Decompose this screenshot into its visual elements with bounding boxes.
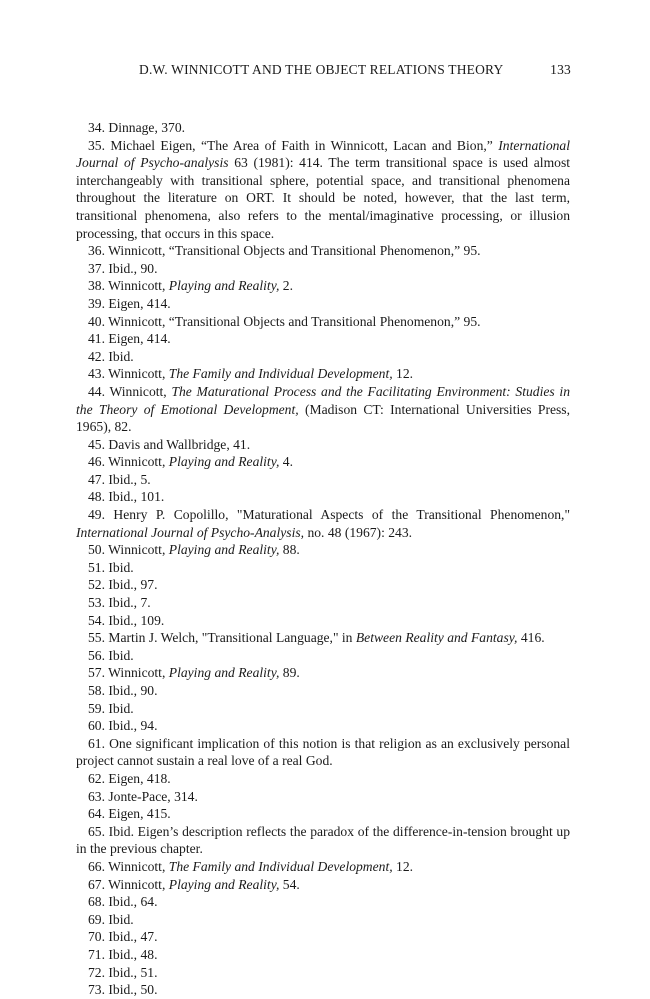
endnote-text: 59. Ibid.	[88, 700, 134, 716]
endnote	[76, 313, 570, 331]
endnote-text: 49. Henry P. Copolillo, "Maturational Aspects of the Transitional Phenomenon,"	[88, 507, 570, 523]
endnote	[76, 735, 570, 770]
endnote	[76, 717, 570, 735]
endnote-text: 73. Ibid., 50.	[88, 982, 158, 998]
endnote-text: 88.	[279, 542, 300, 558]
endnote	[76, 876, 570, 894]
endnote-text: 58. Ibid., 90.	[88, 683, 158, 698]
endnote	[76, 506, 570, 541]
running-head-title: D.W. WINNICOTT AND THE OBJECT RELATIONS THEORY	[139, 62, 504, 77]
endnote-text: 39. Eigen, 414.	[88, 295, 171, 311]
endnote	[76, 594, 570, 612]
endnote-text: 37. Ibid., 90.	[88, 260, 158, 276]
endnote-text: 43. Winnicott,	[88, 366, 169, 382]
endnote-text: 63. Jonte-Pace, 314.	[88, 788, 198, 804]
endnote-title-italic: The Family and Individual Development,	[168, 858, 393, 874]
endnote-text: 4.	[279, 454, 293, 470]
endnote-text: 44. Winnicott,	[88, 383, 172, 399]
endnote	[76, 682, 570, 700]
endnote-title-italic: International Journal of Psycho-analysis	[76, 137, 570, 171]
endnote-title-italic: Between Reality and Fantasy,	[355, 630, 518, 646]
endnote-text: 63 (1981): 414. The term transitional space is used almost interchangeably with transitional sphere, potential space, and transitional phenomena throughout the literature on ORT. It should be noted, however, that the last term, transitional phenomena, also refers to the mental/imaginative processing, or illusion processing, that occurs in this space.	[76, 155, 571, 241]
running-head	[139, 62, 571, 78]
endnote-text: 42. Ibid.	[88, 348, 134, 364]
endnotes-list	[76, 119, 570, 999]
endnote	[76, 277, 570, 295]
endnote-text: 34. Dinnage, 370.	[88, 120, 186, 135]
page-number: 133	[550, 62, 571, 77]
endnote-text: 71. Ibid., 48.	[88, 946, 158, 962]
endnote-text: 52. Ibid., 97.	[88, 577, 158, 593]
endnote-text: 38. Winnicott,	[88, 278, 169, 294]
endnote	[76, 911, 570, 929]
endnote-text: 48. Ibid., 101.	[88, 489, 165, 505]
endnote-text: 57. Winnicott,	[88, 665, 169, 681]
endnote	[76, 981, 570, 999]
endnote	[76, 788, 570, 806]
endnote	[76, 823, 570, 858]
endnote-title-italic: The Maturational Process and the Facilitating Environment: Studies in the Theory of Emotional Development,	[76, 383, 570, 417]
endnote-text: no. 48 (1967): 243.	[304, 524, 413, 540]
endnote	[76, 647, 570, 665]
endnote	[76, 348, 570, 366]
endnote-text: 68. Ibid., 64.	[88, 894, 158, 910]
endnote-text: 62. Eigen, 418.	[88, 770, 171, 786]
endnote-text: 67. Winnicott,	[88, 876, 169, 892]
endnote	[76, 242, 570, 260]
endnote	[76, 893, 570, 911]
endnote	[76, 260, 570, 278]
endnote-text: 55. Martin J. Welch, "Transitional Language," in	[88, 630, 356, 646]
endnote-text: 2.	[279, 278, 293, 294]
endnote	[76, 946, 570, 964]
endnote	[76, 541, 570, 559]
endnote	[76, 700, 570, 718]
endnote	[76, 137, 570, 243]
endnote-text: 36. Winnicott, “Transitional Objects and Transitional Phenomenon,” 95.	[88, 243, 481, 259]
endnote-text: 40. Winnicott, “Transitional Objects and Transitional Phenomenon,” 95.	[88, 313, 481, 329]
endnote-title-italic: The Family and Individual Development,	[168, 366, 393, 382]
endnote-title-italic: Playing and Reality,	[168, 278, 280, 294]
endnote-text: 56. Ibid.	[88, 647, 134, 663]
endnote	[76, 964, 570, 982]
endnote	[76, 770, 570, 788]
endnote-text: 64. Eigen, 415.	[88, 806, 171, 822]
endnote-title-italic: Playing and Reality,	[168, 454, 280, 470]
endnote-text: 54. Ibid., 109.	[88, 612, 165, 628]
endnote-text: 416.	[517, 630, 545, 646]
endnote	[76, 119, 570, 137]
endnote-text: 12.	[392, 858, 414, 874]
endnote	[76, 383, 570, 436]
endnote-text: 60. Ibid., 94.	[88, 718, 158, 734]
endnote	[76, 559, 570, 577]
endnote-text: 45. Davis and Wallbridge, 41.	[88, 436, 251, 452]
endnote-text: 70. Ibid., 47.	[88, 929, 158, 945]
endnote	[76, 576, 570, 594]
endnote-text: 54.	[279, 876, 300, 892]
endnote	[76, 612, 570, 630]
endnote-text: 47. Ibid., 5.	[88, 471, 151, 487]
endnote	[76, 805, 570, 823]
endnote-title-italic: Playing and Reality,	[168, 665, 280, 681]
endnote-title-italic: Playing and Reality,	[168, 876, 280, 892]
endnote-text: 69. Ibid.	[88, 911, 134, 927]
endnote	[76, 664, 570, 682]
endnote-title-italic: International Journal of Psycho-Analysis,	[76, 524, 305, 540]
endnote	[76, 471, 570, 489]
endnote	[76, 365, 570, 383]
endnote-text: (Madison CT: International Universities Press, 1965), 82.	[76, 401, 570, 435]
endnote-text: 51. Ibid.	[88, 559, 134, 575]
endnote	[76, 629, 570, 647]
endnote	[76, 295, 570, 313]
endnote-title-italic: Playing and Reality,	[168, 542, 280, 558]
endnote-text: 65. Ibid. Eigen’s description reflects the paradox of the difference-in-tension brought up in the previous chapter.	[76, 823, 570, 857]
endnote-text: 35. Michael Eigen, “The Area of Faith in Winnicott, Lacan and Bion,”	[88, 137, 499, 153]
endnote-text: 41. Eigen, 414.	[88, 331, 171, 347]
endnote-text: 46. Winnicott,	[88, 454, 169, 470]
endnote	[76, 453, 570, 471]
endnote-text: 72. Ibid., 51.	[88, 964, 158, 980]
endnote-text: 53. Ibid., 7.	[88, 595, 151, 611]
endnote	[76, 928, 570, 946]
endnote	[76, 330, 570, 348]
endnote	[76, 858, 570, 876]
endnote-text: 66. Winnicott,	[88, 858, 169, 874]
endnote	[76, 436, 570, 454]
endnote-text: 12.	[392, 366, 414, 382]
endnote-text: 61. One significant implication of this notion is that religion as an exclusively personal project cannot sustain a real love of a real God.	[76, 735, 570, 769]
endnote-text: 89.	[279, 665, 300, 681]
endnote-text: 50. Winnicott,	[88, 542, 169, 558]
endnote	[76, 488, 570, 506]
